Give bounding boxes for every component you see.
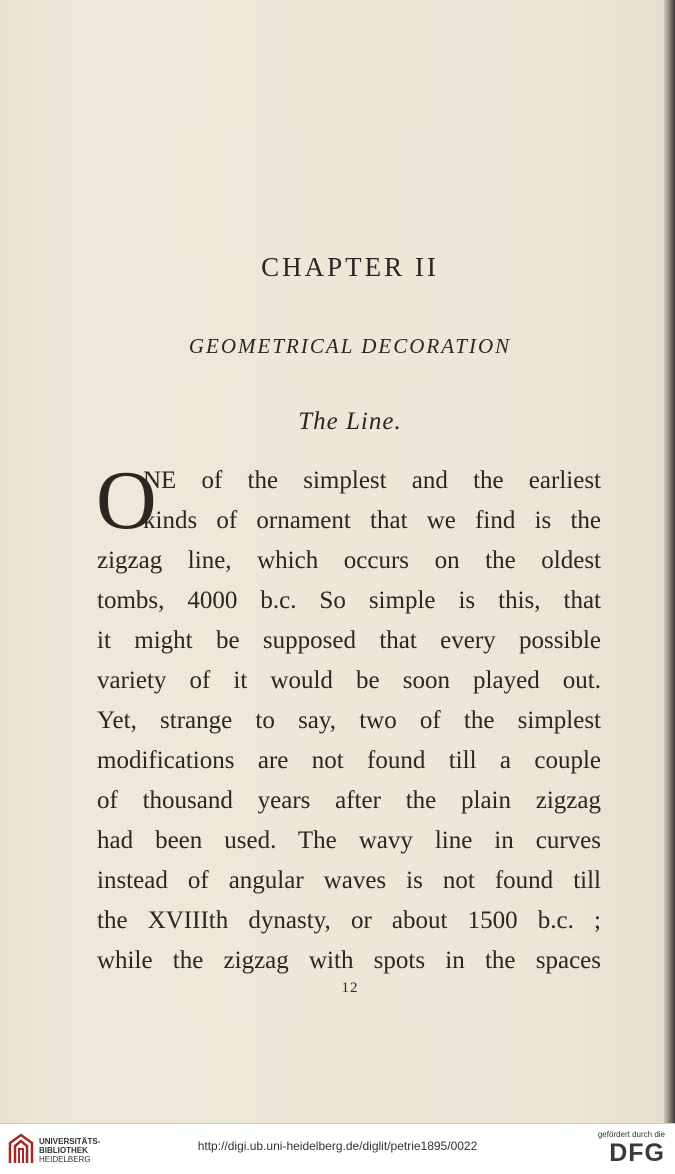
permalink-url[interactable]: http://digi.ub.uni-heidelberg.de/diglit/petrie1895/0022 [197,1139,478,1153]
text-line: while the zigzag with spots in the spaces [97,947,601,974]
text-line: had been used. The wavy line in curves [97,827,601,854]
page-edge-shadow [664,0,675,1123]
chapter-title: GEOMETRICAL DECORATION [188,334,512,358]
text-line: tombs, 4000 b.c. So simple is this, that [97,587,601,614]
drop-cap: O [96,454,157,547]
viewer-footer [0,1123,675,1174]
text-line: the XVIIIth dynasty, or about 1500 b.c. ; [97,907,601,934]
text-line: zigzag line, which occurs on the oldest [97,547,601,574]
institution-line: BIBLIOTHEK [39,1146,88,1155]
text-line: modifications are not found till a couple [97,747,601,774]
text-line: it might be supposed that every possible [97,627,601,654]
text-line: Yet, strange to say, two of the simplest [97,707,601,734]
funded-by-label: gefördert durch die [597,1130,665,1139]
text-line: NE of the simplest and the earliest [143,467,601,494]
page-number: 12 [341,980,359,996]
institution-line: UNIVERSITÄTS- [39,1137,101,1146]
dfg-logo[interactable]: DFG [609,1139,665,1167]
institution-line: HEIDELBERG [39,1155,91,1164]
text-line: variety of it would be soon played out. [97,667,601,694]
chapter-heading: CHAPTER II [261,252,439,282]
text-line: instead of angular waves is not found till [97,867,601,894]
text-line: kinds of ornament that we find is the [143,507,601,534]
text-line: of thousand years after the plain zigzag [97,787,601,814]
section-subtitle: The Line. [298,408,402,435]
